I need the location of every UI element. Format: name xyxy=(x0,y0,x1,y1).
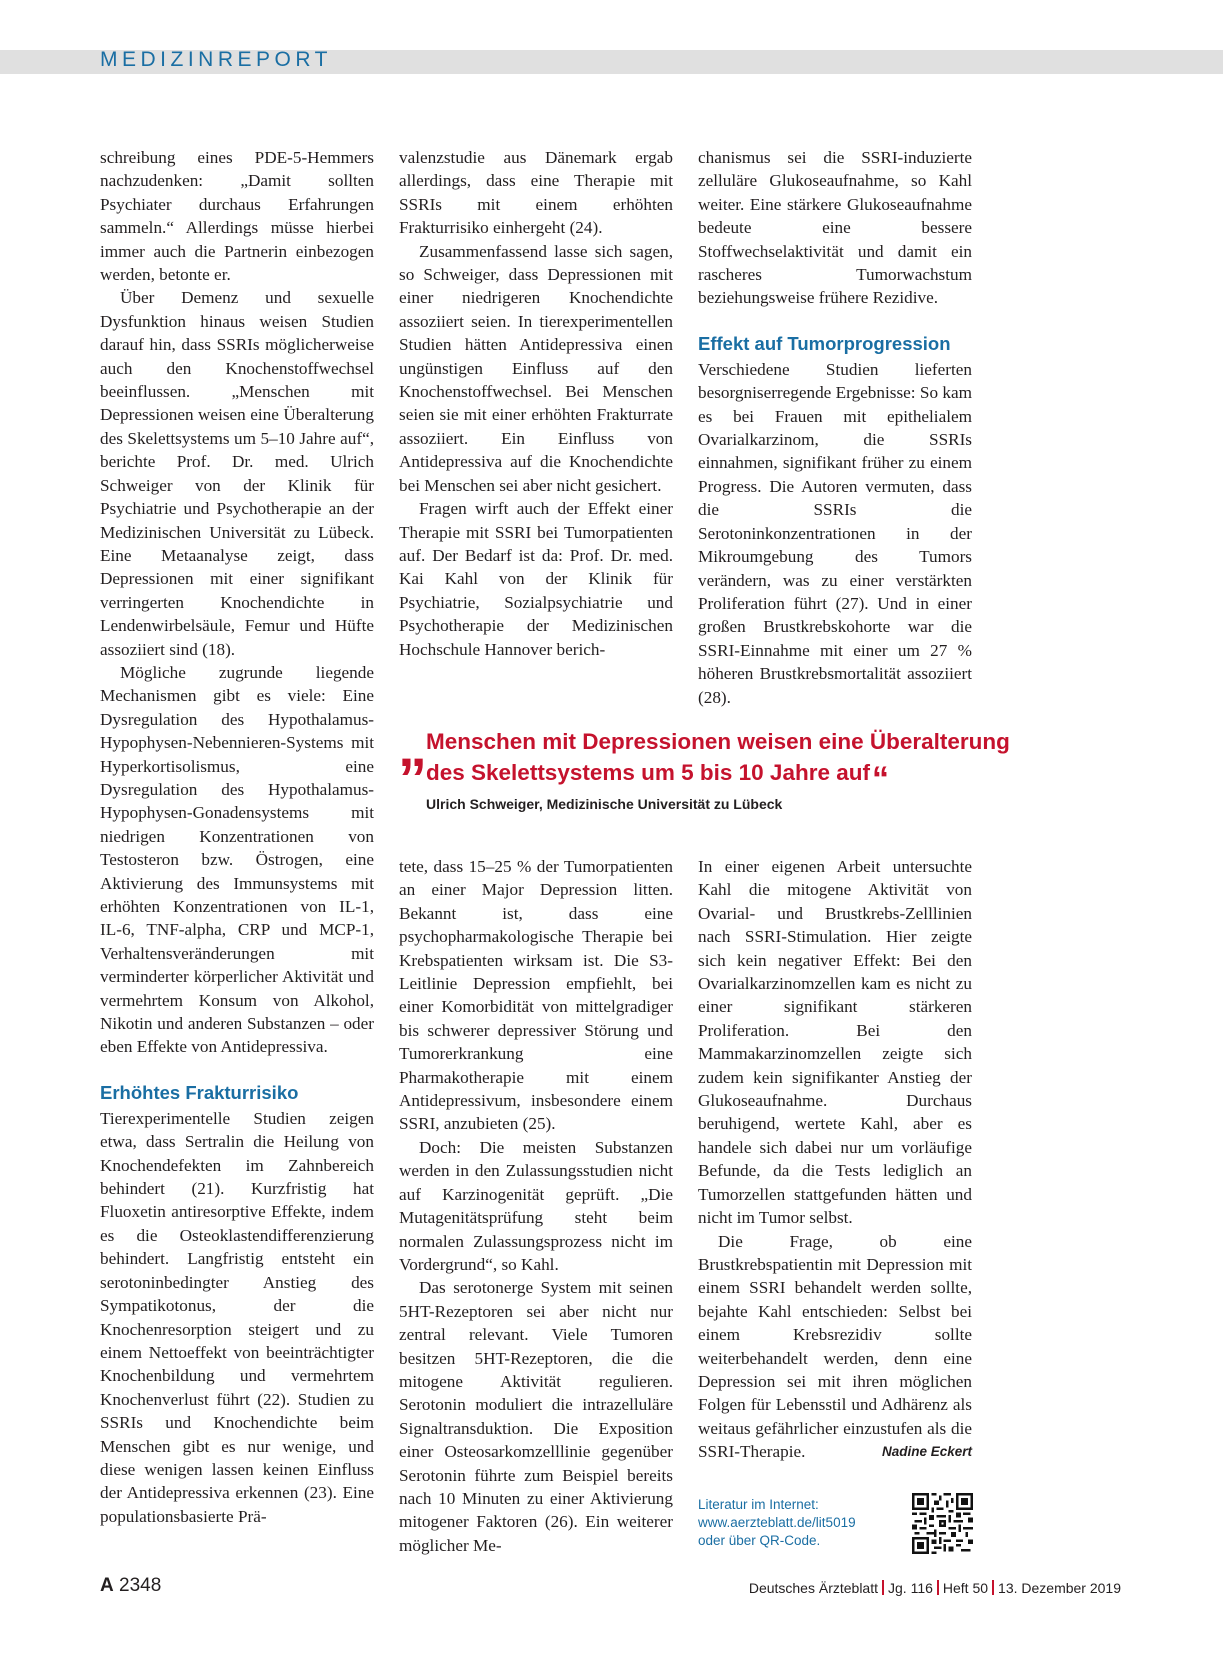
footer-separator xyxy=(992,1580,994,1595)
qr-code-icon[interactable] xyxy=(912,1493,973,1554)
section-title: MEDIZINREPORT xyxy=(100,48,332,71)
column-3-bottom xyxy=(698,855,972,1464)
paragraph: tete, dass 15–25 % der Tumorpatienten an einer Major Depression litten. Bekannt ist, dass eine psychopharmakologische Therapie bei Krebspatienten wirksam ist. Die S3-Leitlinie Depression empfiehlt, bei einer Komorbidität von mittelgradiger bis schwerer depressiver Störung und Tumorerkrankung eine Pharmakotherapie mit einem Antidepressivum, insbesondere einem SSRI, anzubieten (25). xyxy=(399,857,673,1134)
page-number xyxy=(100,1575,161,1597)
journal-date: 13. Dezember 2019 xyxy=(998,1580,1121,1596)
column-3-top xyxy=(698,146,972,709)
footer-separator xyxy=(937,1580,939,1595)
paragraph: Mögliche zugrunde liegende Mechanismen gibt es viele: Eine Dysregulation des Hypothalamus-Hypophysen-Nebennieren-Systems mit Hyperkortisolismus, eine Dysregulation des Hypothalamus-Hypophysen-Gonadensystems mit niedrigen Konzentrationen von Testosteron bzw. Östrogen, eine Aktivierung des Immunsystems mit erhöhten Konzentrationen von IL-1, IL-6, TNF-alpha, CRP und MCP-1, Verhaltensveränderungen mit verminderter körperlicher Aktivität und vermehrtem Konsum von Alkohol, Nikotin und anderen Substanzen – oder eben Effekte von Antidepressiva. xyxy=(100,662,374,1057)
column-2-top xyxy=(399,146,673,661)
footer-journal-info xyxy=(749,1580,1121,1596)
paragraph: Fragen wirft auch der Effekt einer Therapie mit SSRI bei Tumorpatienten auf. Der Bedarf ist da: Prof. Dr. med. Kai Kahl von der Klinik für Psychiatrie, Sozialpsychiatrie und Psychotherapie der Medizinischen Hochschule Hannover berich- xyxy=(399,499,673,659)
paragraph: valenzstudie aus Dänemark ergab allerdings, dass eine Therapie mit SSRIs mit einem erhöhten Frakturrisiko einhergeht (24). xyxy=(399,148,673,238)
literature-qr-hint: oder über QR-Code. xyxy=(698,1533,821,1548)
subheading-tumorprogression: Effekt auf Tumorprogression xyxy=(698,332,951,354)
paragraph: Über Demenz und sexuelle Dysfunktion hinaus weisen Studien darauf hin, dass SSRIs möglicherweise auch den Knochenstoffwechsel beeinflussen. „Menschen mit Depressionen weisen eine Überalterung des Skelettsystems um 5–10 Jahre auf“, berichte Prof. Dr. med. Ulrich Schweiger von der Klinik für Psychiatrie und Psychotherapie an der Medizinischen Universität zu Lübeck. Eine Metaanalyse zeigt, dass Depressionen mit einer signifikant verringerten Knochendichte in Lendenwirbelsäule, Femur und Hüfte assoziiert sind (18). xyxy=(100,288,374,659)
paragraph: Zusammenfassend lasse sich sagen, so Schweiger, dass Depressionen mit einer niedrigeren Knochendichte assoziiert seien. In tierexperimentellen Studien hätten Antidepressiva einen ungünstigen Einfluss auf den Knochenstoffwechsel. Bei Menschen seien sie mit einer erhöhten Frakturrate assoziiert. Ein Einfluss von Antidepressiva auf die Knochendichte bei Menschen sei aber nicht gesichert. xyxy=(399,241,673,495)
literature-link[interactable]: www.aerzteblatt.de/lit5019 xyxy=(698,1515,856,1530)
paragraph: schreibung eines PDE-5-Hemmers nachzudenken: „Damit sollten Psychiater durchaus Erfahrungen sammeln.“ Allerdings müsse hierbei immer auch die Partnerin einbezogen werden, betonte er. xyxy=(100,148,374,285)
quote-text xyxy=(426,726,1038,798)
subheading-frakturrisiko: Erhöhtes Frakturrisiko xyxy=(100,1081,299,1103)
paragraph: Doch: Die meisten Substanzen werden in den Zulassungsstudien nicht auf Karzinogenität geprüft. „Die Mutagenitätsprüfung steht beim normalen Zulassungsprozess nicht im Vordergrund“, so Kahl. xyxy=(399,1137,673,1274)
quote-attribution: Ulrich Schweiger, Medizinische Universität zu Lübeck xyxy=(426,796,783,812)
journal-name: Deutsches Ärzteblatt xyxy=(748,1580,878,1596)
literature-label: Literatur im Internet: xyxy=(698,1497,819,1512)
page-number-value: 2348 xyxy=(119,1575,162,1596)
quote-body: Menschen mit Depressionen weisen eine Überalterung des Skelettsystems um 5 bis 10 Jahre auf xyxy=(426,729,1010,785)
literature-note xyxy=(698,1496,888,1550)
paragraph: In einer eigenen Arbeit untersuchte Kahl die mitogene Aktivität von Ovarial- und Brustkrebs-Zelllinien nach SSRI-Stimulation. Hier zeigte sich kein negativer Effekt: Bei den Ovarialkarzinomzellen kam es nicht zu einer signifikant stärkeren Proliferation. Bei den Mammakarzinomzellen zeigte sich zudem kein signifikanter Anstieg der Glukoseaufnahme. Durchaus beruhigend, wertete Kahl, aber es handele sich dabei nur um vorläufige Befunde, da die Tests lediglich an Tumorzellen stattgefunden hätten und nicht im Tumor selbst. xyxy=(698,857,972,1228)
paragraph: chanismus sei die SSRI-induzierte zelluläre Glukoseaufnahme, so Kahl weiter. Eine stärkere Glukoseaufnahme bedeute eine bessere Stoffwechselaktivität und damit ein rascheres Tumorwachstum beziehungsweise frühere Rezidive. xyxy=(698,148,972,308)
paragraph: Verschiedene Studien lieferten besorgniserregende Ergebnisse: So kam es bei Frauen mit epithelialem Ovarialkarzinom, die SSRIs einnahmen, signifikant früher zu einem Progress. Die Autoren vermuten, dass die SSRIs die Serotoninkonzentrationen in der Mikroumgebung des Tumors verändern, was zu einer verstärkten Proliferation führt (27). Und in einer großen Brustkrebskohorte war die SSRI-Einnahme mit einer um 27 % höheren Brustkrebsmortalität assoziiert (28). xyxy=(698,359,972,707)
column-2-bottom xyxy=(399,855,673,1557)
quote-open-mark: „ xyxy=(398,714,427,779)
author-name: Nadine Eckert xyxy=(881,1444,972,1460)
paragraph-text: Die Frage, ob eine Brustkrebspatientin mit Depression mit einem SSRI behandelt werden sollte, bejahte Kahl entschieden: Selbst bei einem Krebsrezidiv sollte weiterbehandelt werden, denn eine Depression sei mit ihren möglichen Folgen für Lebensstil und Adhärenz als weitaus gefährlicher einzustufen als die SSRI-Therapie. xyxy=(698,1231,972,1462)
journal-volume: Jg. 116 xyxy=(888,1580,933,1596)
paragraph xyxy=(698,1230,972,1464)
paragraph: Tierexperimentelle Studien zeigen etwa, dass Sertralin die Heilung von Knochendefekten im Zahnbereich behindert (21). Kurzfristig hat Fluoxetin antiresorptive Effekte, indem es die Osteoklastendifferenzierung behindert. Langfristig entsteht ein serotoninbedingter Anstieg des Sympatikotonus, der die Knochenresorption steigert und zu einem Nettoeffekt von beeinträchtigter Knochenbildung und vermehrtem Knochenverlust führt (22). Studien zu SSRIs und Knochendichte beim Menschen gibt es nur wenige, und diese wenigen lassen keinen Einfluss der Antidepressiva erkennen (23). Eine populationsbasierte Prä- xyxy=(100,1108,374,1526)
journal-issue: Heft 50 xyxy=(942,1580,989,1596)
quote-close-mark: “ xyxy=(871,760,889,798)
paragraph: Das serotonerge System mit seinen 5HT-Rezeptoren sei aber nicht nur zentral relevant. Viele Tumoren besitzen 5HT-Rezeptoren, die die mitogene Aktivität regulieren. Serotonin moduliert die intrazelluläre Signaltransduktion. Die Exposition einer Osteosarkomzelllinie gegenüber Serotonin führte zum Beispiel bereits nach 10 Minuten zu einer Aktivierung mitogener Faktoren (26). Ein weiterer möglicher Me- xyxy=(399,1278,673,1555)
column-1 xyxy=(100,146,374,1528)
page-prefix: A xyxy=(100,1575,114,1596)
footer-separator xyxy=(882,1580,884,1595)
